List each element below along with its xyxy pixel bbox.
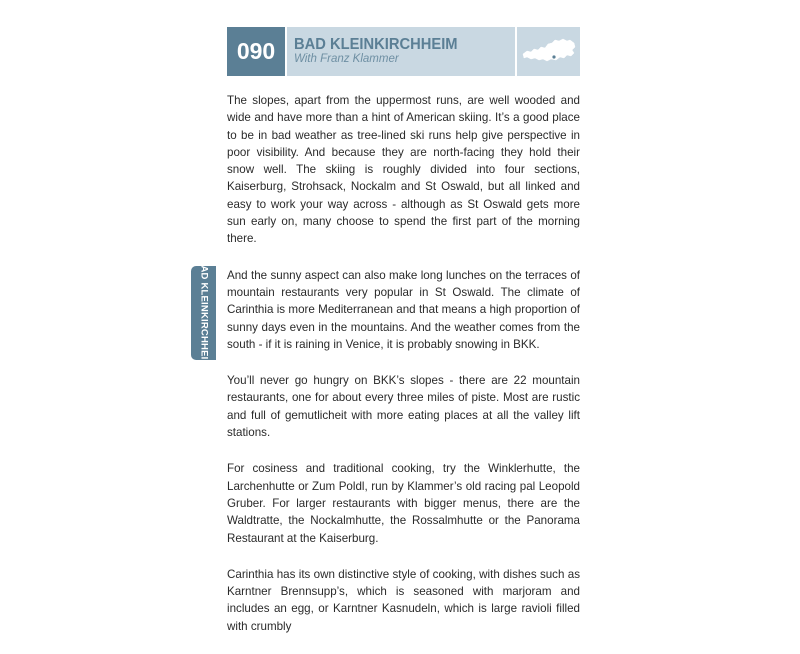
title-block: [287, 27, 515, 76]
article-body: [227, 92, 580, 654]
page-number: 090: [236, 38, 276, 64]
map-block: [517, 27, 580, 76]
page-subtitle: With Franz Klammer: [294, 53, 399, 65]
paragraph: For cosiness and traditional cooking, try the Winklerhutte, the Larchenhutte or Zum Poldl, run by Klammer’s old racing pal Leopold Gruber. For larger restaurants with bigger menus, there are the Waldtratte, the Nockalmhutte, the Rossalmhutte or the Panorama Restaurant at the Kaiserburg.: [227, 462, 580, 545]
paragraph: Carinthia has its own distinctive style of cooking, with dishes such as Karntner Brennsupp’s, which is seasoned with marjoram and includes an egg, or Karntner Kasnudeln, which is large ravioli filled with crumbly: [227, 567, 580, 633]
austria-map-icon: [521, 37, 577, 67]
paragraph: And the sunny aspect can also make long lunches on the terraces of mountain restaurants very popular in St Oswald. The climate of Carinthia is more Mediterranean and that means a high proportion of sunny days even in the mountains. And the weather comes from the south - if it is raining in Venice, it is probably snowing in BKK.: [227, 268, 580, 351]
page-title: BAD KLEINKIRCHHEIM: [294, 36, 458, 53]
side-tab: [191, 258, 216, 368]
paragraph: You’ll never go hungry on BKK’s slopes - there are 22 mountain restaurants, one for about every three miles of piste. Most are rustic and full of gemutlicheit with more eating places at all the valley lift stations.: [227, 374, 580, 440]
side-tab-label: BAD KLEINKIRCHHEIM: [198, 258, 209, 368]
page-number-badge: [227, 27, 285, 76]
paragraph: The slopes, apart from the uppermost runs, are well wooded and wide and have more than a hint of American skiing. It’s a good place to be in bad weather as tree-lined ski runs help give perspective in poor visibility. And because they are north-facing they hold their snow well. The skiing is roughly divided into four sections, Kaiserburg, Strohsack, Nockalm and St Oswald, but all linked and easy to work your way across - although as St Oswald gets more sun early on, many choose to spend the first part of the morning there.: [227, 94, 580, 246]
page-header: [227, 27, 580, 76]
